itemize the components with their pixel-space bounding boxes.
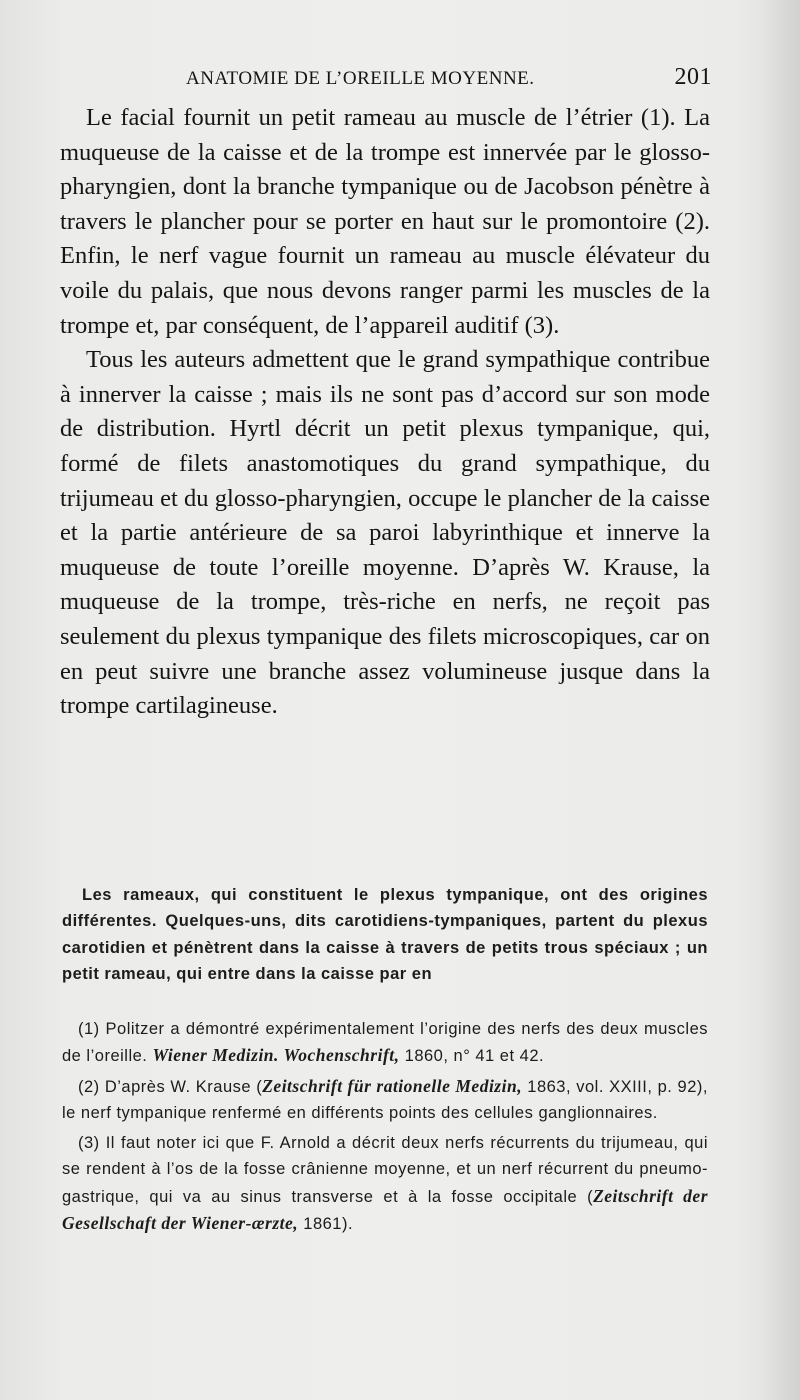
footnote-2-details: 1863, vol. XXIII, p. 92), le nerf tympanique renfermé en différents points des cellules ganglionnaires.	[62, 1078, 708, 1123]
main-text	[60, 101, 710, 724]
footnote-1-text: Politzer a démontré expérimentalement l’origine des nerfs des deux muscles de l’oreille.	[62, 1020, 708, 1066]
page-number: 201	[674, 64, 712, 90]
small-print-paragraph	[62, 882, 708, 987]
footnote-2-text: D’après W. Krause (	[104, 1078, 263, 1097]
footnotes	[62, 1016, 708, 1241]
footnote-2-number: (2)	[78, 1078, 100, 1097]
small-print-text: Les rameaux, qui constituent le plexus tympanique, ont des origines différentes. Quelques-uns, dits carotidiens-tympaniques, partent du plexus carotidien et pénètrent dans la caisse à travers de petits trous spéciaux ; un petit rameau, qui entre dans la caisse par en	[62, 886, 708, 983]
footnote-1-details: 1860, n° 41 et 42.	[404, 1047, 545, 1066]
footnote-1	[62, 1016, 708, 1069]
footnote-3	[62, 1130, 708, 1236]
running-title: ANATOMIE DE L’OREILLE MOYENNE.	[186, 68, 535, 89]
footnote-2-citation: Zeitschrift für rationelle Medizin,	[262, 1076, 523, 1097]
footnote-3-number: (3)	[78, 1134, 100, 1153]
footnote-2	[62, 1073, 708, 1126]
paragraph-1: Le facial fournit un petit rameau au muscle de l’étrier (1). La muqueuse de la caisse et de la trompe est innervée par le glosso-pharyngien, dont la branche tympanique ou de Jacobson pénètre à travers le plancher pour se porter en haut sur le promontoire (2). Enfin, le nerf vague fournit un rameau au muscle élévateur du voile du palais, que nous devons ranger parmi les muscles de la trompe et, par conséquent, de l’appareil auditif (3).	[60, 104, 710, 339]
footnote-1-number: (1)	[78, 1020, 100, 1038]
paragraph-2: Tous les auteurs admettent que le grand sympathique contribue à innerver la caisse ; mais ils ne sont pas d’accord sur son mode de distribution. Hyrtl décrit un petit plexus tympanique, qui, formé de filets anastomotiques du grand sympathique, du trijumeau et du glosso-pharyngien, occupe le plancher de la caisse et la partie antérieure de sa paroi labyrinthique et innerve la muqueuse de toute l’oreille moyenne. D’après W. Krause, la muqueuse de la trompe, très-riche en nerfs, ne reçoit pas seulement du plexus tympanique des filets microscopiques, car on en peut suivre une branche assez volumineuse jusque dans la trompe cartilagineuse.	[60, 346, 710, 720]
footnote-1-citation: Wiener Medizin. Wochenschrift,	[152, 1045, 400, 1066]
footnote-3-citation: Zeitschrift der Gesellschaft der Wiener-ærzte,	[62, 1185, 709, 1233]
footnote-3-details: 1861).	[303, 1214, 354, 1233]
footnote-3-text: Il faut noter ici que F. Arnold a décrit deux nerfs récurrents du trijumeau, qui se rendent à l’os de la fosse crânienne moyenne, et un nerf récurrent du pneumo-gastrique, qui va au sinus transverse et à la fosse occipitale (	[62, 1134, 708, 1206]
running-header	[186, 64, 712, 94]
page-edge-shadow	[760, 0, 800, 1400]
